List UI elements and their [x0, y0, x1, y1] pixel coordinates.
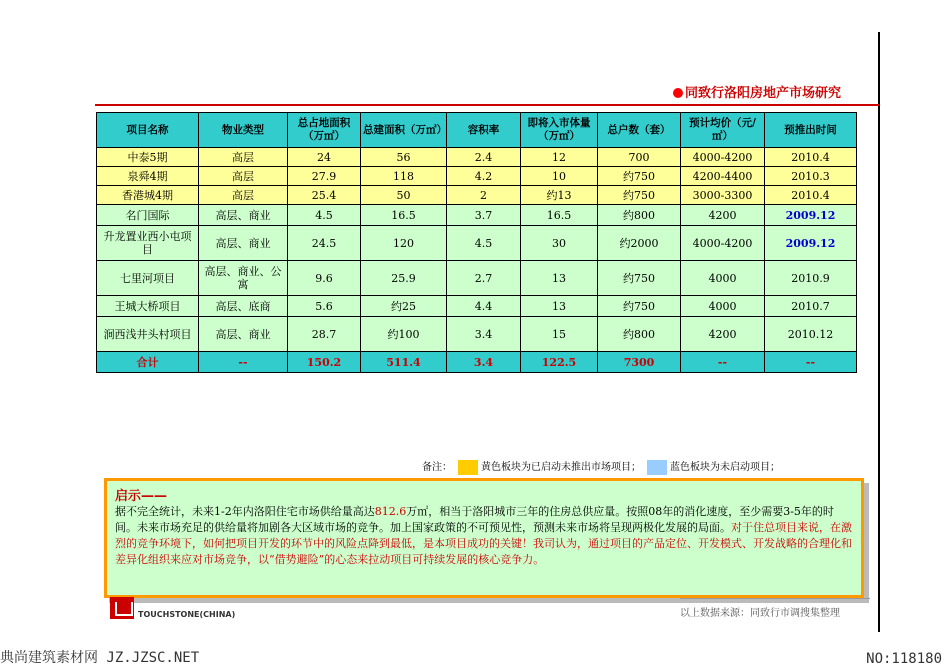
total-cell: 122.5: [521, 352, 598, 373]
table-cell: 约750: [598, 261, 681, 296]
table-cell: 4.2: [447, 167, 521, 186]
total-cell: --: [681, 352, 765, 373]
table-cell: 约800: [598, 205, 681, 226]
table-row: [97, 317, 857, 352]
table-cell: 25.4: [288, 186, 361, 205]
table-cell: 16.5: [361, 205, 447, 226]
table-cell: 王城大桥项目: [97, 296, 199, 317]
table-cell: 13: [521, 261, 598, 296]
table-cell: 28.7: [288, 317, 361, 352]
table-cell: 2.7: [447, 261, 521, 296]
column-header: 预计均价（元/㎡）: [681, 113, 765, 148]
table-cell: 56: [361, 148, 447, 167]
table-cell: 2010.12: [765, 317, 857, 352]
blue-swatch: [647, 460, 667, 475]
table-row: [97, 148, 857, 167]
source-rule: [680, 598, 870, 599]
table-cell: 名门国际: [97, 205, 199, 226]
table-cell: 50: [361, 186, 447, 205]
watermark-right: NO:118180: [866, 651, 942, 667]
table-cell: 约800: [598, 317, 681, 352]
column-header: 项目名称: [97, 113, 199, 148]
report-title-text: 同致行洛阳房地产市场研究: [685, 86, 842, 101]
yellow-swatch: [458, 460, 478, 475]
table-cell: 约25: [361, 296, 447, 317]
table-cell: 高层、商业: [199, 317, 288, 352]
table-cell: 4.5: [288, 205, 361, 226]
table-cell: 24.5: [288, 226, 361, 261]
table-cell: 4.5: [447, 226, 521, 261]
title-rule: [95, 104, 879, 106]
table-cell: 16.5: [521, 205, 598, 226]
insight-p1-rest: 万㎡，相当于洛阳城市三年的住房总供应量。按照08年的消化速度，至少需要3-5年的时间。未来市场充足的供给量将加剧各大区域市场的竞争。加上国家政策的不可预见性，预测未来市场将呈现两极化发展的局面。: [115, 505, 834, 534]
table-cell: 香港城4期: [97, 186, 199, 205]
report-title: [673, 82, 841, 101]
table-cell: 9.6: [288, 261, 361, 296]
table-cell: 15: [521, 317, 598, 352]
table-row: [97, 296, 857, 317]
table-cell: 约100: [361, 317, 447, 352]
total-cell: 3.4: [447, 352, 521, 373]
table-cell: 2009.12: [765, 205, 857, 226]
table-cell: 约750: [598, 167, 681, 186]
table-cell: 30: [521, 226, 598, 261]
logo-mark-icon: [110, 597, 134, 619]
logo-text: TOUCHSTONE(CHINA): [138, 610, 236, 619]
table-cell: 泉舜4期: [97, 167, 199, 186]
table-cell: 高层、商业、公寓: [199, 261, 288, 296]
insight-box-body: [104, 478, 864, 598]
legend-blue-label: 蓝色板块为未启动项目；: [670, 462, 780, 473]
insight-title: 启示——: [115, 489, 168, 504]
table-cell: 2010.9: [765, 261, 857, 296]
table-cell: 约750: [598, 186, 681, 205]
table-cell: 27.9: [288, 167, 361, 186]
column-header: 即将入市体量（万㎡）: [521, 113, 598, 148]
table-cell: 高层: [199, 186, 288, 205]
column-header: 总建面积（万㎡）: [361, 113, 447, 148]
column-header: 物业类型: [199, 113, 288, 148]
insight-text: [115, 504, 853, 568]
legend: [422, 458, 780, 475]
table-cell: 4200-4400: [681, 167, 765, 186]
table-cell: 10: [521, 167, 598, 186]
table-cell: 4000: [681, 261, 765, 296]
table-row: [97, 186, 857, 205]
table-row: [97, 261, 857, 296]
table-cell: 高层: [199, 148, 288, 167]
table-cell: 25.9: [361, 261, 447, 296]
supply-table: [96, 112, 857, 373]
table-cell: 高层、底商: [199, 296, 288, 317]
column-header: 容积率: [447, 113, 521, 148]
table-cell: 13: [521, 296, 598, 317]
total-cell: 511.4: [361, 352, 447, 373]
table-cell: 升龙置业西小屯项目: [97, 226, 199, 261]
table-cell: 24: [288, 148, 361, 167]
watermark-left: 典尚建筑素材网 JZ.JZSC.NET: [0, 650, 200, 666]
column-header: 总占地面积（万㎡）: [288, 113, 361, 148]
column-header: 预推出时间: [765, 113, 857, 148]
table-cell: 高层、商业: [199, 226, 288, 261]
table-row: [97, 205, 857, 226]
insight-box: [104, 478, 864, 598]
legend-yellow-label: 黄色板块为已启动未推出市场项目；: [481, 462, 641, 473]
table-cell: 七里河项目: [97, 261, 199, 296]
table-cell: 3000-3300: [681, 186, 765, 205]
table-cell: 约750: [598, 296, 681, 317]
insight-p1: 据不完全统计，未来1-2年内洛阳住宅市场供给量高达: [115, 505, 375, 518]
table-cell: 3.4: [447, 317, 521, 352]
table-cell: 12: [521, 148, 598, 167]
legend-prefix: 备注：: [422, 462, 452, 473]
table-cell: 2010.4: [765, 186, 857, 205]
total-cell: --: [199, 352, 288, 373]
total-cell: 合计: [97, 352, 199, 373]
table-cell: 3.7: [447, 205, 521, 226]
table-cell: 约2000: [598, 226, 681, 261]
total-cell: 7300: [598, 352, 681, 373]
table-cell: 高层: [199, 167, 288, 186]
table-cell: 5.6: [288, 296, 361, 317]
insight-p2: 对于住总项目来说，在激烈的竞争环境下，如何把项目开发的环节中的风险点降到最低，是本项目成功的关键！我司认为，通过项目的产品定位、开发模式、开发战略的合理化和差异化组织来应对市场竞争，以“借势避险”的心态来拉动项目可持续发展的核心竞争力。: [115, 521, 852, 566]
table-cell: 2.4: [447, 148, 521, 167]
table-cell: 2010.7: [765, 296, 857, 317]
table-cell: 120: [361, 226, 447, 261]
vertical-divider: [878, 32, 880, 632]
table-cell: 4.4: [447, 296, 521, 317]
table-cell: 4000-4200: [681, 148, 765, 167]
red-dot-icon: [673, 88, 683, 98]
table-cell: 2009.12: [765, 226, 857, 261]
table-cell: 4000: [681, 296, 765, 317]
column-header: 总户数（套）: [598, 113, 681, 148]
table-cell: 4200: [681, 205, 765, 226]
table-cell: 中泰5期: [97, 148, 199, 167]
table-row: [97, 167, 857, 186]
table-cell: 700: [598, 148, 681, 167]
insight-highlight: 812.6: [374, 505, 407, 518]
table-total-row: [97, 352, 857, 373]
table-cell: 4200: [681, 317, 765, 352]
table-cell: 118: [361, 167, 447, 186]
table-cell: 约13: [521, 186, 598, 205]
total-cell: 150.2: [288, 352, 361, 373]
table-cell: 2010.4: [765, 148, 857, 167]
data-source: 以上数据来源：同致行市调搜集整理: [680, 608, 840, 619]
table-row: [97, 226, 857, 261]
table-cell: 2010.3: [765, 167, 857, 186]
total-cell: --: [765, 352, 857, 373]
table-cell: 4000-4200: [681, 226, 765, 261]
table-cell: 涧西浅井头村项目: [97, 317, 199, 352]
table-header-row: [97, 113, 857, 148]
table-cell: 2: [447, 186, 521, 205]
table-cell: 高层、商业: [199, 205, 288, 226]
company-logo: [110, 596, 235, 619]
